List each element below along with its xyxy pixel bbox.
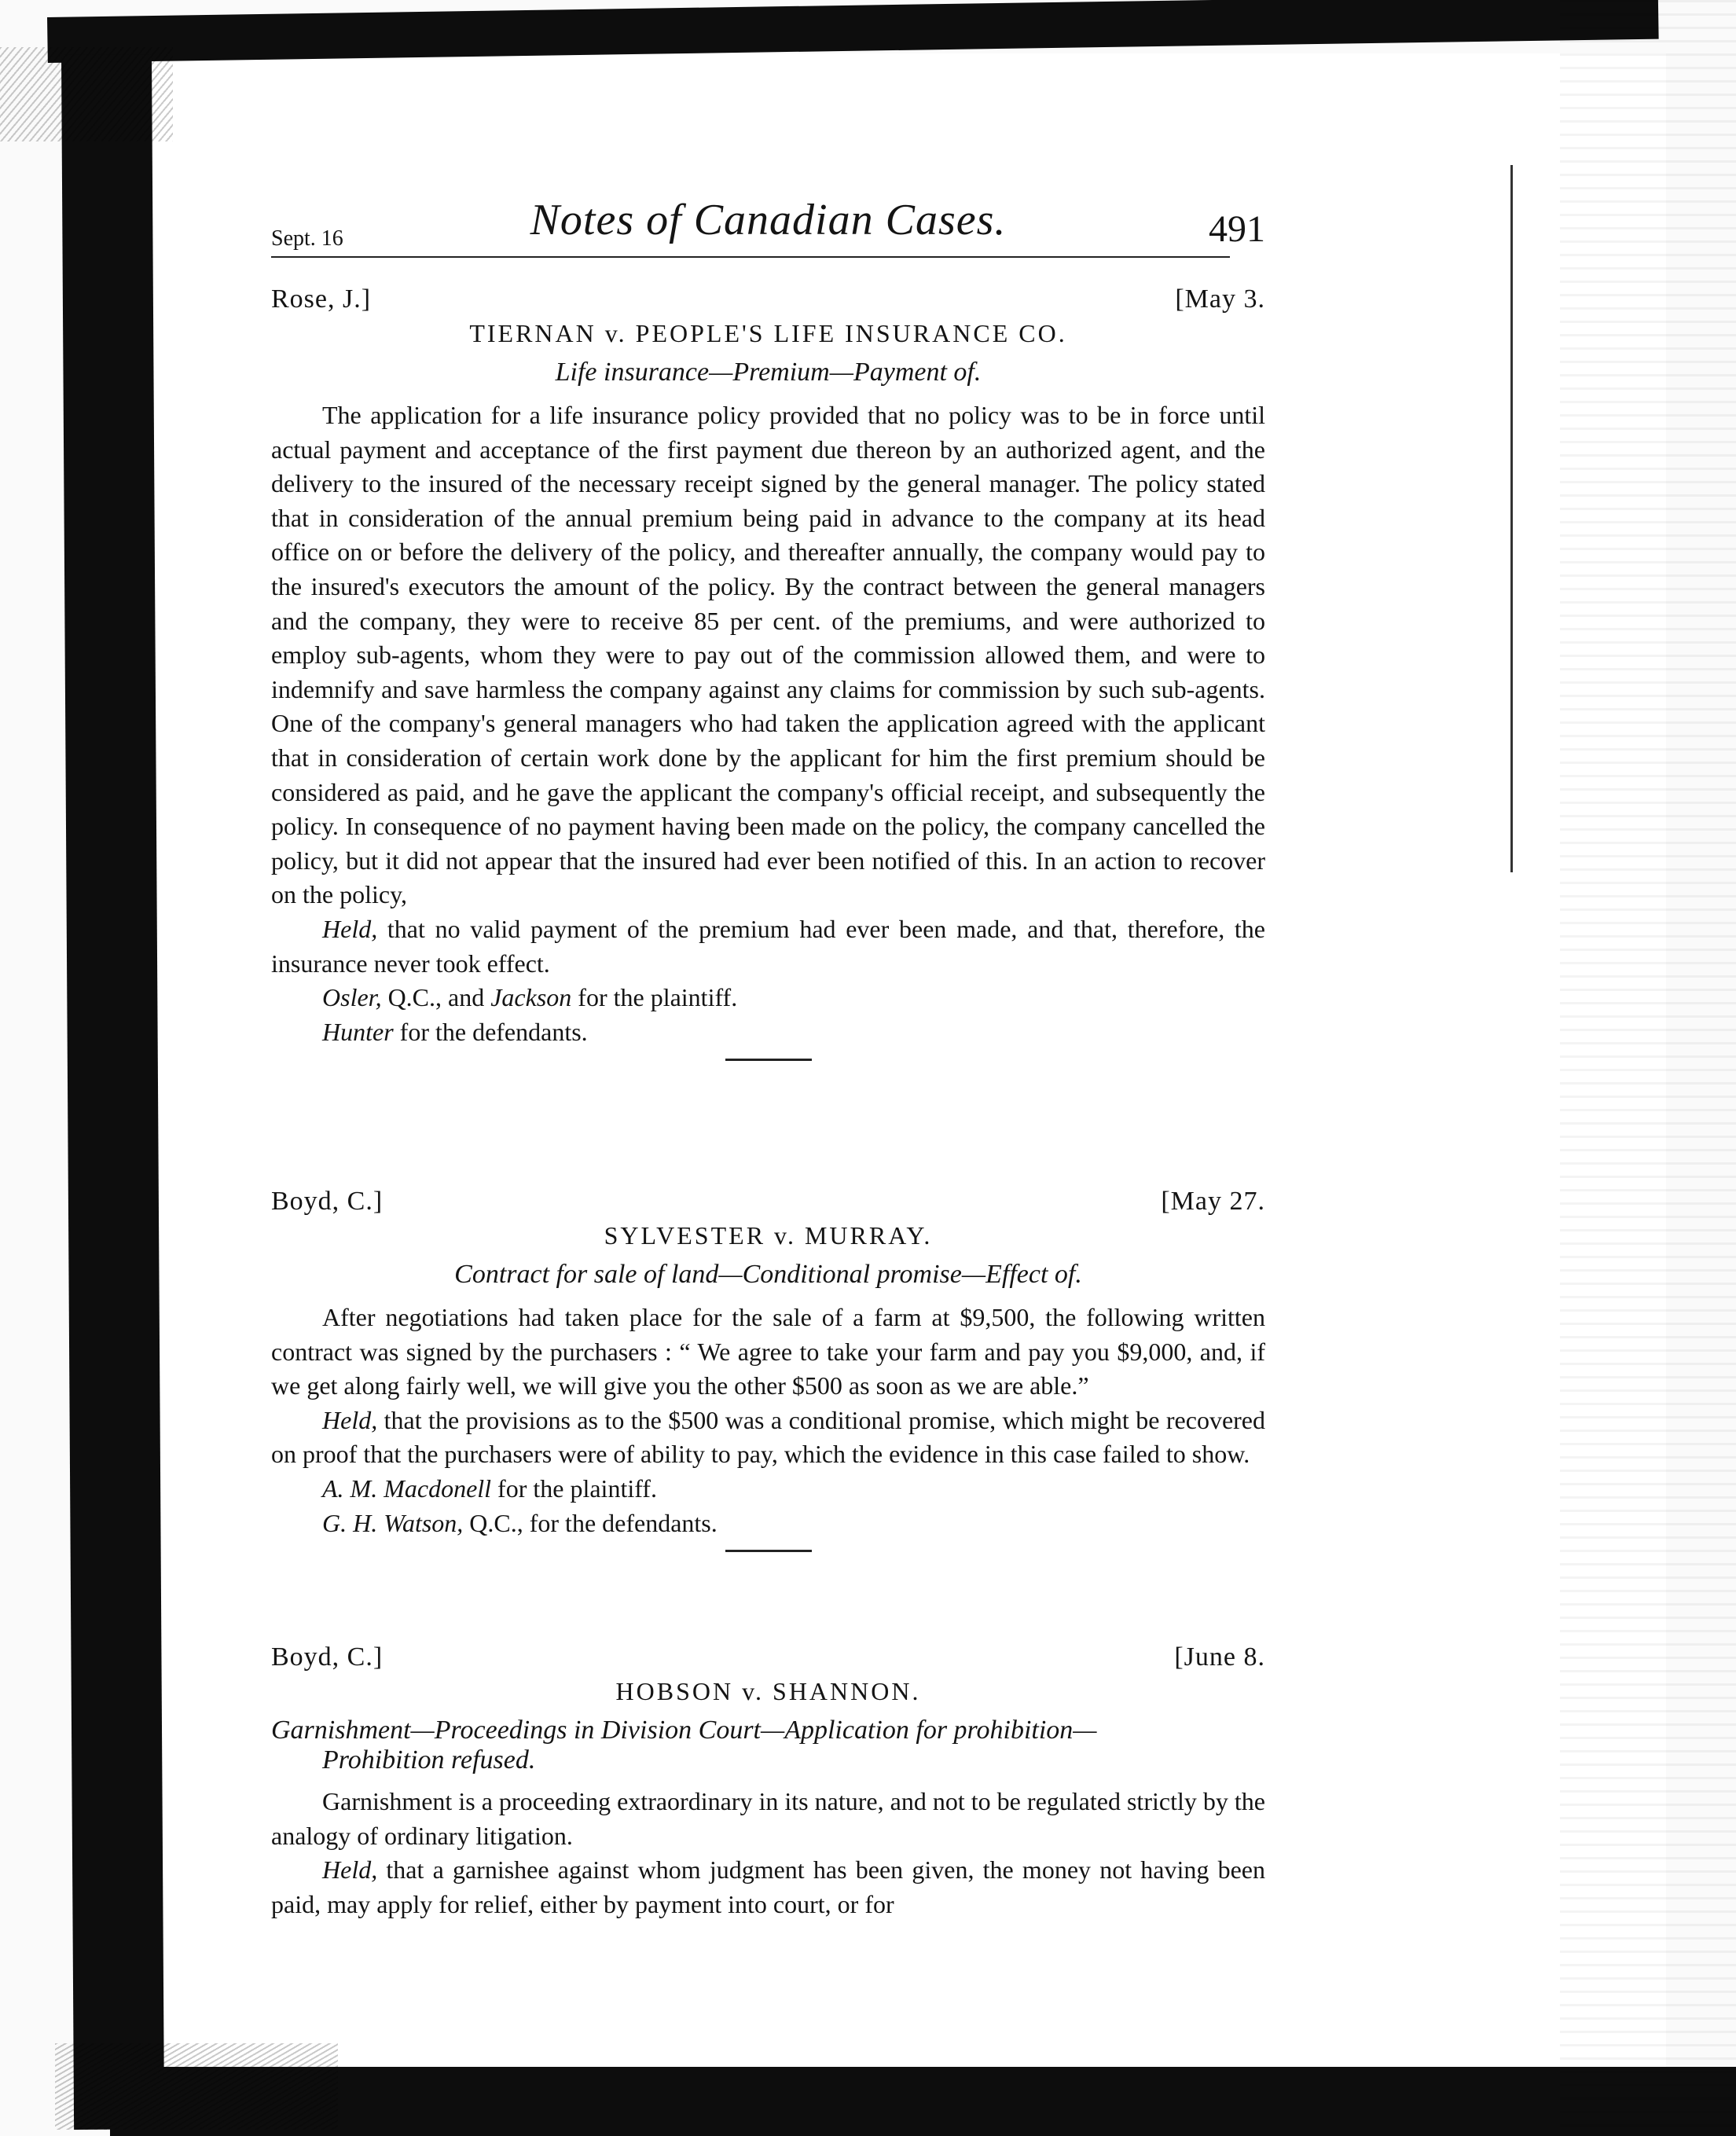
counsel-text: Q.C., and: [381, 983, 491, 1012]
counsel-defendants: [271, 1507, 1265, 1541]
case-caption: TIERNAN v. PEOPLE'S LIFE INSURANCE CO.: [469, 319, 1067, 347]
decision-date: [May 27.: [1161, 1187, 1265, 1216]
counsel-plaintiff: [271, 981, 1265, 1015]
case-body: Garnishment is a proceeding extraordinary in its nature, and not to be regulated strictly by the analogy of ordinary litigation.: [271, 1787, 1265, 1850]
decision-date: [May 3.: [1175, 284, 1265, 314]
counsel-name: A. M. Macdonell: [322, 1474, 492, 1503]
holding: [271, 1404, 1265, 1472]
scan-noise-top-left: [0, 47, 173, 141]
counsel-text: Q.C., for the defendants.: [463, 1508, 718, 1537]
judge-date-line: [271, 284, 1265, 319]
judge: Boyd, C.]: [271, 1642, 384, 1672]
judge: Boyd, C.]: [271, 1187, 384, 1216]
scan-noise-right-edge: [1560, 0, 1736, 2136]
case-tiernan: [271, 284, 1265, 1078]
counsel-text: for the plaintiff.: [491, 1474, 657, 1503]
case-body: After negotiations had taken place for the sale of a farm at $9,500, the following written contract was signed by the purchasers : “ We agree to take your farm and pay you $9,000, and, if we get along fairly well, we will give you the other $500 as soon as we are able.”: [271, 1303, 1265, 1400]
holding-text: that a garnishee against whom judgment has been given, the money not having been paid, may apply for relief, either by payment into court, or for: [271, 1855, 1265, 1918]
issue-date: Sept. 16: [271, 226, 343, 251]
case-subject: Life insurance—Premium—Payment of.: [555, 358, 982, 387]
judge-date-line: [271, 1187, 1265, 1221]
judge-date-line: [271, 1642, 1265, 1677]
counsel-name: Osler,: [322, 983, 382, 1012]
counsel-name: G. H. Watson,: [322, 1508, 464, 1537]
case-divider: [725, 1550, 812, 1552]
decision-date: [June 8.: [1174, 1642, 1265, 1672]
held-word: Held,: [322, 1855, 378, 1885]
header-rule: [271, 256, 1230, 258]
margin-rule: [1510, 165, 1513, 872]
held-word: Held,: [322, 914, 378, 943]
counsel-text: for the plaintiff.: [571, 983, 738, 1012]
counsel-defendants: [271, 1015, 1265, 1050]
judge: Rose, J.]: [271, 284, 372, 314]
counsel-name: Hunter: [322, 1017, 394, 1046]
scan-frame-left: [61, 54, 164, 2130]
page-number: 491: [1209, 208, 1265, 250]
scan-noise-bottom-left: [55, 2043, 338, 2130]
case-caption: SYLVESTER v. MURRAY.: [604, 1221, 933, 1250]
holding-text: that no valid payment of the premium had ever been made, and that, therefore, the insurance never took effect.: [271, 914, 1265, 978]
subject-line: Garnishment—Proceedings in Division Court—Application for prohibition—: [271, 1716, 1097, 1745]
holding: [271, 912, 1265, 981]
running-head: [271, 195, 1265, 258]
scan-frame-bottom: [110, 2067, 1736, 2136]
case-hobson: [271, 1642, 1265, 1921]
held-word: Held,: [322, 1405, 378, 1434]
counsel-plaintiff: [271, 1472, 1265, 1507]
counsel-name: Jackson: [490, 983, 572, 1012]
holding: [271, 1853, 1265, 1921]
case-divider: [725, 1059, 812, 1061]
case-subject: [271, 1716, 1265, 1775]
case-subject: Contract for sale of land—Conditional promise—Effect of.: [454, 1260, 1082, 1289]
holding-text: that the provisions as to the $500 was a conditional promise, which might be recovered on proof that the purchasers were of ability to pay, which the evidence in this case failed to show.: [271, 1405, 1265, 1469]
case-sylvester: [271, 1187, 1265, 1569]
case-caption: HOBSON v. SHANNON.: [615, 1677, 921, 1705]
journal-section-title: Notes of Canadian Cases.: [530, 196, 1007, 244]
case-body: The application for a life insurance policy provided that no policy was to be in force until actual payment and acceptance of the first payment due thereon by an authorized agent, and the delivery to the insured of the necessary receipt signed by the general manager. The policy stated that in consideration of the annual premium being paid in advance to the company at its head office on or before the delivery of the policy, and thereafter annually, the company would pay to the insured's executors the amount of the policy. By the contract between the general managers and the company, they were to receive 85 per cent. of the premiums, and were authorized to employ sub-agents, whom they were to pay out of the commission allowed them, and were to indemnify and save harmless the company against any claims for commission by such sub-agents. One of the company's general managers who had taken the application agreed with the applicant that in consideration of certain work done by the applicant for him the first premium should be considered as paid, and he gave the applicant the company's official receipt, and subsequently the policy. In consequence of no payment having been made on the policy, the company cancelled the policy, but it did not appear that the insured had ever been notified of this. In an action to recover on the policy,: [271, 401, 1265, 909]
counsel-text: for the defendants.: [393, 1017, 588, 1046]
subject-line: Prohibition refused.: [322, 1745, 536, 1774]
